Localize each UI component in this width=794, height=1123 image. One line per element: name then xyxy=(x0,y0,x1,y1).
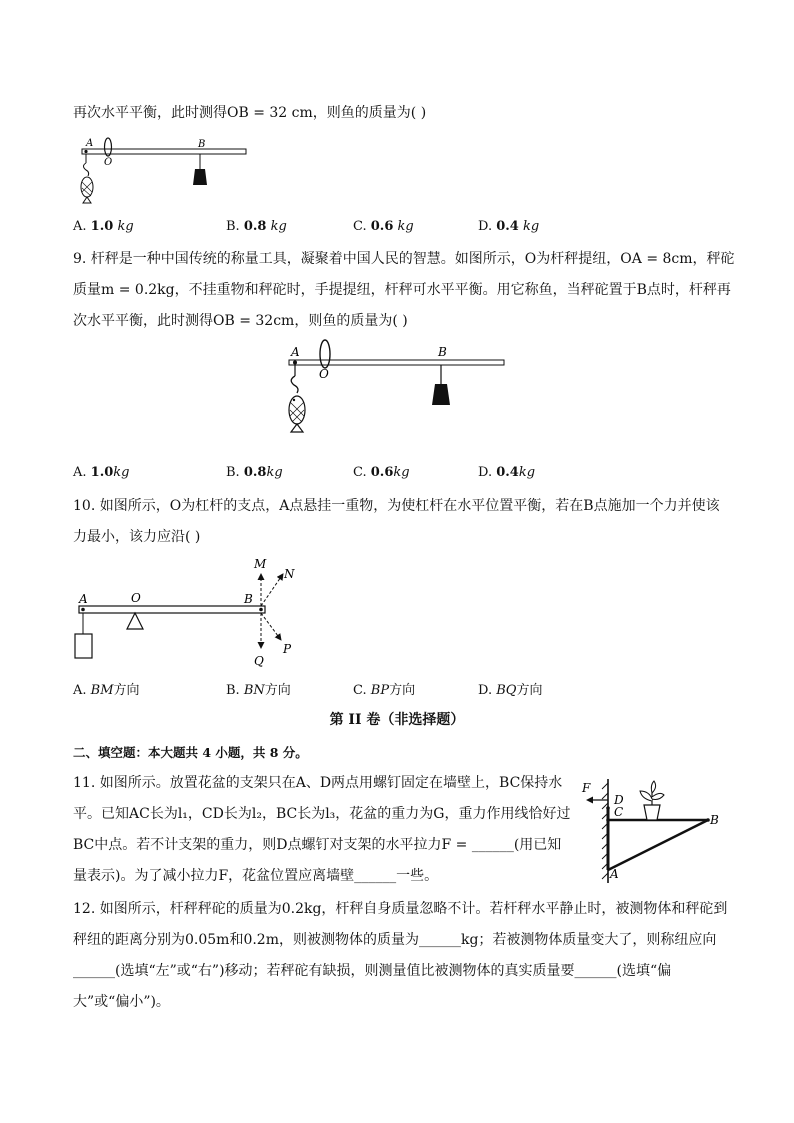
q10-option-c[interactable]: C. BP方向 xyxy=(353,683,416,698)
q8-option-c[interactable]: C. 0.6 kg xyxy=(353,219,414,234)
q9-fish-icon xyxy=(289,396,305,432)
q12-text-line4: 大”或“偏小”)。 xyxy=(73,994,170,1010)
q9-point-a xyxy=(293,361,297,365)
q9-option-c[interactable]: C. 0.6kg xyxy=(353,465,410,480)
q9-label-b: B xyxy=(438,345,447,359)
q12-text-line1: 12. 如图所示，杆秤秤砣的质量为0.2kg，杆秤自身质量忽略不计。若杆秤水平静止时，被测物体和秤砣到 xyxy=(73,901,728,917)
q10-label-p: P xyxy=(283,642,292,656)
q9-label-a: A xyxy=(291,345,300,359)
q9-text-line2: 质量m = 0.2kg，不挂重物和秤砣时，手提提纽，杆秤可水平平衡。用它称鱼，当秤砣置于B点时，杆秤再 xyxy=(73,282,731,298)
q8-weight-icon xyxy=(193,169,207,185)
q11-label-f: F xyxy=(582,781,591,795)
q10-lever-figure xyxy=(73,552,308,670)
q8-beam xyxy=(82,149,246,154)
q10-arrow-bn xyxy=(261,574,283,606)
q10-label-a: A xyxy=(79,592,88,606)
q11-text-line3: BC中点。若不计支架的重力，则D点螺钉对支架的水平拉力F = ______(用已知 xyxy=(73,837,562,853)
q10-option-b[interactable]: B. BN方向 xyxy=(226,683,291,698)
q10-label-q: Q xyxy=(254,654,264,668)
q10-arrow-bp xyxy=(261,613,281,640)
q11-label-c: C xyxy=(614,805,624,819)
q11-text-line2: 平。已知AC长为l₁，CD长为l₂，BC长为l₃，花盆的重力为G，重力作用线恰好过 xyxy=(73,806,571,822)
q8-label-a: A xyxy=(86,138,94,149)
q8-fish-icon xyxy=(81,177,93,203)
q10-label-m: M xyxy=(254,557,267,571)
q9-text-line3: 次水平平衡，此时测得OB = 32cm，则鱼的质量为( ) xyxy=(73,313,408,329)
q8-hook-icon xyxy=(84,163,89,176)
q11-label-a: A xyxy=(610,867,619,881)
q11-text-line1: 11. 如图所示。放置花盆的支架只在A、D两点用螺钉固定在墙壁上，BC保持水 xyxy=(73,775,563,791)
q12-text-line2: 秤纽的距离分别为0.05m和0.2m，则被测物体的质量为______kg；若被测物体质量变大了，则称纽应向 xyxy=(73,932,717,948)
q10-label-o: O xyxy=(131,591,141,605)
q11-label-b: B xyxy=(710,813,719,827)
q8-label-o: O xyxy=(104,157,113,168)
q10-fulcrum-icon xyxy=(127,613,143,629)
q10-option-a[interactable]: A. BM方向 xyxy=(73,683,140,698)
q8-text-tail: 再次水平平衡，此时测得OB = 32 cm，则鱼的质量为( ) xyxy=(73,105,427,121)
q10-label-b: B xyxy=(244,592,253,606)
q9-option-d[interactable]: D. 0.4kg xyxy=(478,465,536,480)
q11-arrowhead-icon xyxy=(586,797,593,804)
q8-option-a[interactable]: A. 1.0 kg xyxy=(73,219,134,234)
q11-label-d: D xyxy=(614,793,624,807)
q8-option-d[interactable]: D. 0.4 kg xyxy=(478,219,540,234)
section-subtitle: 二、填空题：本大题共 4 小题，共 8 分。 xyxy=(73,745,308,760)
section-title: 第 II 卷（非选择题） xyxy=(329,712,465,728)
q9-steelyard-figure xyxy=(283,336,509,434)
q11-bracket-figure xyxy=(578,775,726,887)
q12-text-line3: ______(选填“左”或“右”)移动；若秤砣有缺损，则测量值比被测物体的真实质量要______(选填“偏 xyxy=(73,963,672,979)
q9-label-o: O xyxy=(319,367,329,381)
q10-weight-box xyxy=(75,634,92,658)
q10-text-line2: 力最小，该力应沿( ) xyxy=(73,529,201,545)
q8-option-b[interactable]: B. 0.8 kg xyxy=(226,219,287,234)
q10-text-line1: 10. 如图所示，O为杠杆的支点，A点悬挂一重物，为使杠杆在水平位置平衡，若在B点施加一个力并使该 xyxy=(73,498,720,514)
q10-lever-bar xyxy=(79,606,265,613)
q9-option-b[interactable]: B. 0.8kg xyxy=(226,465,283,480)
q10-label-n: N xyxy=(284,567,295,581)
q11-strut-ab xyxy=(608,820,708,870)
q8-point-a xyxy=(84,150,87,153)
q10-point-a xyxy=(81,608,85,612)
q10-option-d[interactable]: D. BQ方向 xyxy=(478,683,543,698)
q8-steelyard-figure xyxy=(78,135,250,207)
q9-hook-icon xyxy=(291,376,298,393)
q10-point-b xyxy=(259,608,263,612)
q9-option-a[interactable]: A. 1.0kg xyxy=(73,465,130,480)
q9-text-line1: 9. 杆秤是一种中国传统的称量工具，凝聚着中国人民的智慧。如图所示，O为杆秤提纽，OA = 8cm，秤砣 xyxy=(73,251,735,267)
q9-weight-icon xyxy=(432,384,450,405)
q11-flowerpot-icon xyxy=(640,781,664,820)
q11-text-line4: 量表示)。为了减小拉力F，花盆位置应离墙壁______一些。 xyxy=(73,868,439,884)
q8-label-b: B xyxy=(198,139,206,150)
